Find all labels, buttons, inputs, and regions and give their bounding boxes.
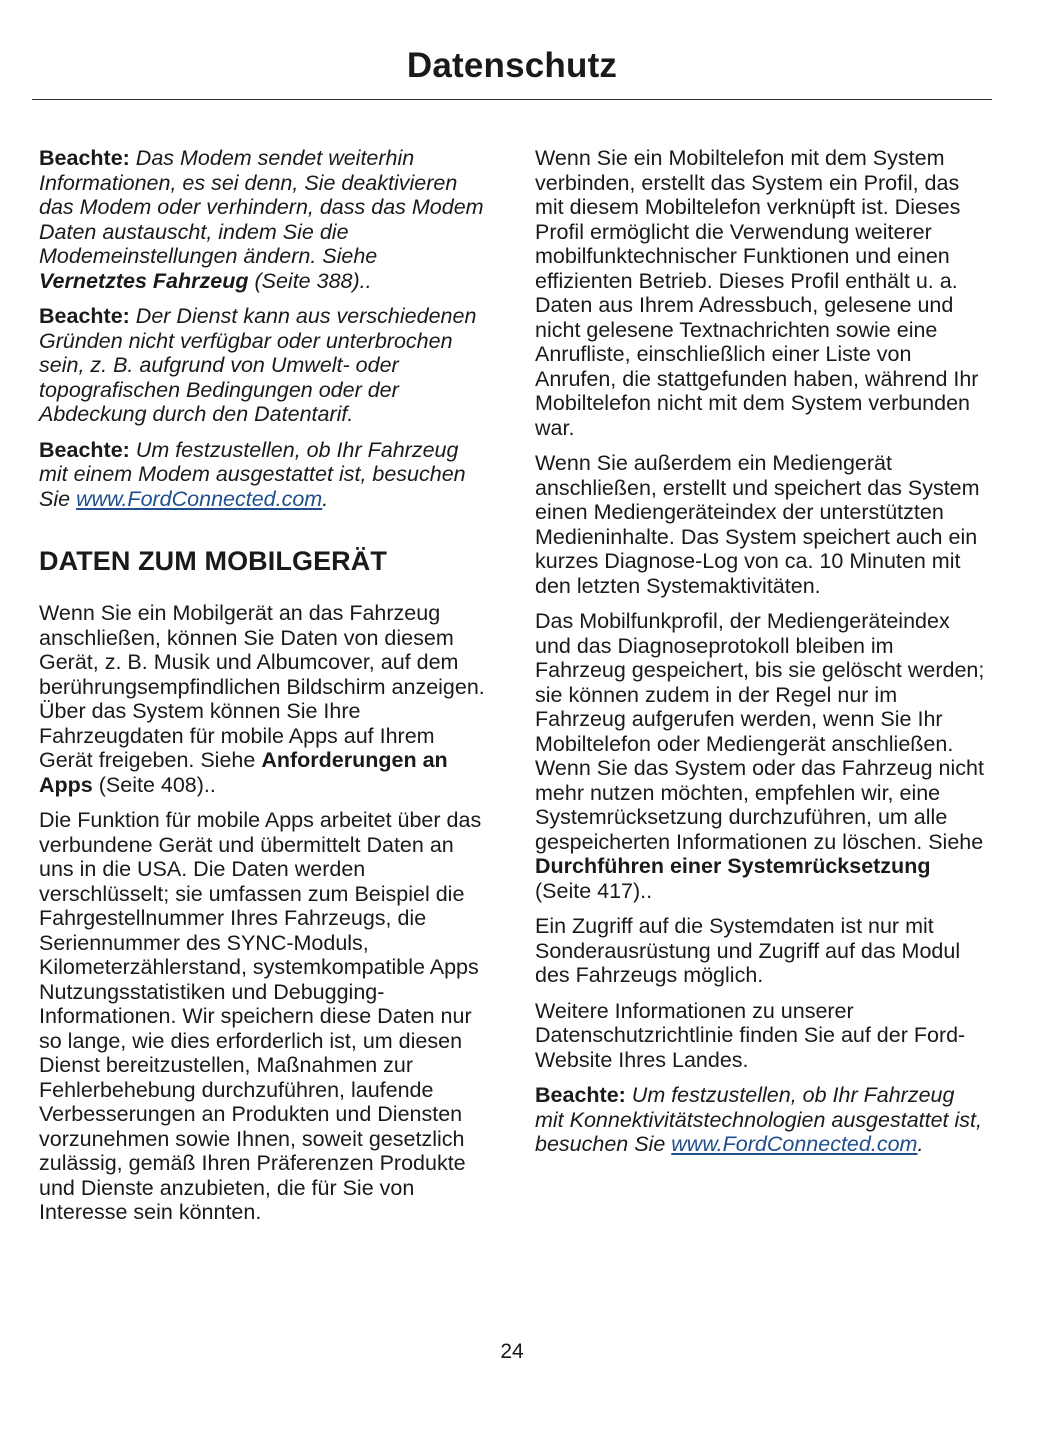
right-column [535, 146, 985, 1168]
paragraph-data-storage [535, 609, 985, 903]
note-label: Beachte: [39, 146, 130, 170]
cross-reference-link[interactable]: Durchführen einer Systemrücksetzung [535, 854, 931, 878]
note-label: Beachte: [39, 437, 130, 462]
page-reference: (Seite 417).. [535, 878, 653, 903]
note-end: . [322, 486, 329, 511]
page-number: 24 [500, 1340, 524, 1363]
paragraph-text: Das Mobilfunkprofil, der Mediengeräteindex und das Diagnoseprotokoll bleiben im Fahrzeug gespeichert, bis sie gelöscht werden; sie können zudem in der Regel nur im Fahrzeug aufgerufen werden, wenn Sie Ihr Mobiltelefon oder Mediengerät anschließen. Wenn Sie das System oder das Fahrzeug nicht mehr nutzen möchten, empfehlen wir, eine Systemrücksetzung durchzuführen, um alle gespeicherten Informationen zu löschen. Siehe [535, 609, 985, 854]
cross-reference-link[interactable]: Anforderungen an Apps [39, 748, 448, 797]
paragraph-mobile-device [39, 601, 491, 797]
page-reference: (Seite 388).. [254, 268, 372, 293]
note-text: Der Dienst kann aus verschiedenen Gründen nicht verfügbar oder unterbrochen sein, z. B. aufgrund von Umwelt- oder topografischen Bedingungen oder der Abdeckung durch den Datentarif. [39, 304, 477, 426]
note-text: Um festzustellen, ob Ihr Fahrzeug mit einem Modem ausgestattet ist, besuchen Sie [39, 437, 466, 511]
note-modem [39, 146, 491, 293]
paragraph-mobile-apps: Die Funktion für mobile Apps arbeitet über das verbundene Gerät und übermittelt Daten an uns in die USA. Die Daten werden verschlüsselt; sie umfassen zum Beispiel die Fahrgestellnummer Ihres Fahrzeugs, die Seriennummer des SYNC-Moduls, Kilometerzählerstand, systemkompatible Apps Nutzungsstatistiken und Debugging-Informationen. Wir speichern diese Daten nur so lange, wie dies erforderlich ist, um diesen Dienst bereitzustellen, Maßnahmen zur Fehlerbehebung durchzuführen, laufende Verbesserungen an Produkten und Diensten vorzunehmen sowie Ihnen, soweit gesetzlich zulässig, gemäß Ihren Präferenzen Produkte und Dienste anzubieten, die für Sie von Interesse sein könnten. [39, 808, 482, 1224]
paragraph-media-device: Wenn Sie außerdem ein Mediengerät anschließen, erstellt und speichert das System einen Mediengeräteindex der unterstützten Medieninhalte. Das System speichert auch ein kurzes Diagnose-Log von ca. 10 Minuten mit den letzten Systemaktivitäten. [535, 451, 980, 598]
note-label: Beachte: [39, 304, 130, 328]
fordconnected-link[interactable]: www.FordConnected.com [76, 486, 323, 511]
note-text: Um festzustellen, ob Ihr Fahrzeug mit Konnektivitätstechnologien ausgestattet ist, besuchen Sie [535, 1083, 982, 1156]
paragraph-system-access: Ein Zugriff auf die Systemdaten ist nur mit Sonderausrüstung und Zugriff auf das Modul des Fahrzeugs möglich. [535, 914, 961, 987]
page-title: Datenschutz [406, 46, 618, 85]
section-heading: DATEN ZUM MOBILGERÄT [39, 546, 387, 576]
header-divider [32, 99, 992, 100]
left-column [39, 146, 491, 1236]
note-end: . [917, 1132, 924, 1156]
fordconnected-link[interactable]: www.FordConnected.com [671, 1132, 918, 1156]
note-text: Das Modem sendet weiterhin Informationen, es sei denn, Sie deaktivieren das Modem oder verhindern, dass das Modem Daten austauscht, indem Sie die Modemeinstellungen ändern. Siehe [39, 146, 484, 268]
paragraph-phone-profile: Wenn Sie ein Mobiltelefon mit dem System verbinden, erstellt das System ein Profil, das mit diesem Mobiltelefon verknüpft ist. Dieses Profil ermöglicht die Verwendung weiterer mobilfunktechnischer Funktionen und einen effizienten Betrieb. Dieses Profil enthält u. a. Daten aus Ihrem Adressbuch, gelesene und nicht gelesene Textnachrichten sowie eine Anrufliste, einschließlich einer Liste von Anrufen, die stattgefunden haben, während Ihr Mobiltelefon nicht mit dem System verbunden war. [535, 146, 979, 440]
paragraph-text: Wenn Sie ein Mobilgerät an das Fahrzeug anschließen, können Sie Daten von diesem Gerät, z. B. Musik und Albumcover, auf dem berührungsempfindlichen Bildschirm anzeigen. Über das System können Sie Ihre Fahrzeugdaten für mobile Apps auf Ihrem Gerät freigeben. Siehe [39, 601, 485, 772]
paragraph-privacy-policy: Weitere Informationen zu unserer Datenschutzrichtlinie finden Sie auf der Ford-Website Ihres Landes. [535, 998, 966, 1072]
note-service [39, 304, 491, 427]
note-modem-check [39, 438, 491, 512]
page-reference: (Seite 408).. [98, 772, 216, 797]
note-label: Beachte: [535, 1083, 626, 1107]
cross-reference-link[interactable]: Vernetztes Fahrzeug [39, 268, 249, 293]
note-connectivity [535, 1083, 985, 1157]
